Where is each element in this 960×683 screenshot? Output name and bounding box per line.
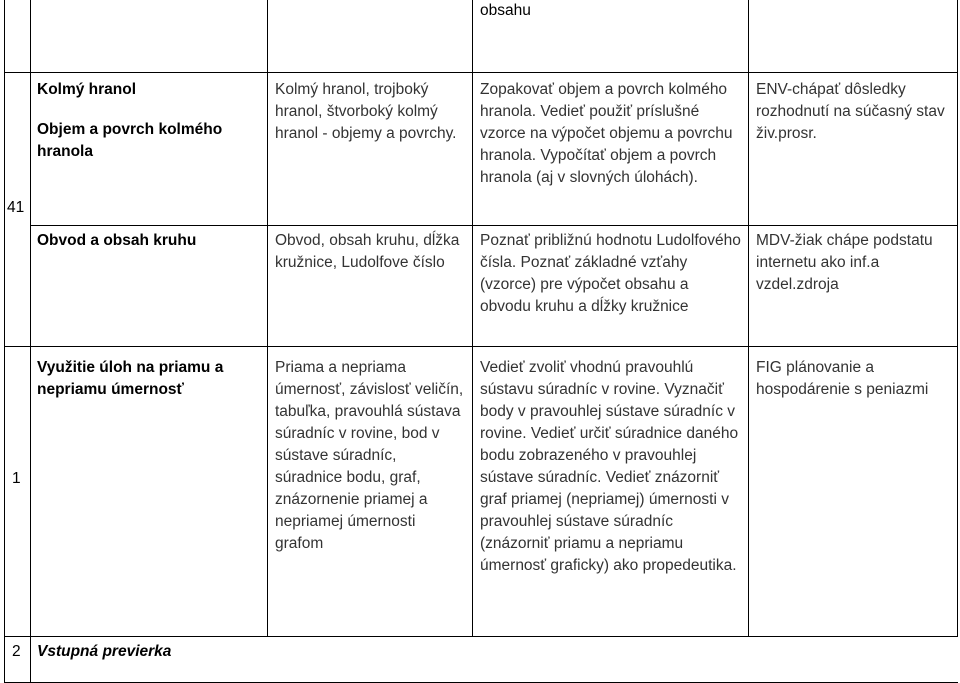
row-divider-1 <box>4 72 958 73</box>
goals-cell: Poznať približnú hodnotu Ludolfového čísla. Poznať základné vzťahy (vzorce) pre výpočet obsahu a obvodu kruhu a dĺžky kružnice <box>480 232 741 315</box>
topic-cell: Kolmý hranol <box>37 81 137 98</box>
goals-cell: Zopakovať objem a povrch kolmého hranola. Vedieť použiť príslušné vzorce na výpočet objemu a povrchu hranola. Vypočítať objem a povrch hranola (aj v slovných úlohách). <box>480 81 733 186</box>
goals-cell: Vedieť zvoliť vhodnú pravouhlú sústavu súradníc v rovine. Vyznačiť body v pravouhlej sústave súradníc v rovine. Vedieť určiť súradnice daného bodu zobrazeného v pravouhlej sústave súradníc. Vedieť znázorniť graf priamej (nepriamej) úmernosti v pravouhlej sústave súradníc (znázorniť priamu a nepriamu úmernosť graficky) ako propedeutika. <box>480 359 739 574</box>
crosscut-cell: MDV-žiak chápe podstatu internetu ako inf.a vzdel.zdroja <box>756 232 933 293</box>
content-cell: Priama a nepriama úmernosť, závislosť veličín, tabuľka, pravouhlá sústava súradníc v rovine, bod v sústave súradníc, súradnice bodu, graf, znázornenie priamej a nepriamej úmernosti grafom <box>275 359 464 552</box>
content-cell: Kolmý hranol, trojboký hranol, štvorboký kolmý hranol - objemy a povrchy. <box>275 81 457 142</box>
row-divider-4 <box>4 636 958 637</box>
column-divider-2 <box>267 0 268 636</box>
content-cell: Obvod, obsah kruhu, dĺžka kružnice, Ludolfove číslo <box>275 232 460 271</box>
column-divider-1 <box>30 0 31 683</box>
crosscut-cell: ENV-chápať dôsledky rozhodnutí na súčasný stav živ.prosr. <box>756 81 945 142</box>
topic-cell: Obvod a obsah kruhu <box>37 232 197 249</box>
lesson-number: 1 <box>12 470 21 487</box>
table-border-left <box>4 0 5 683</box>
crosscut-cell: FIG plánovanie a hospodárenie s peniazmi <box>756 359 929 398</box>
table-border-right <box>957 0 958 636</box>
row-divider-2 <box>30 225 958 226</box>
lesson-number: 2 <box>12 643 21 660</box>
subtopic-cell: Objem a povrch kolmého hranola <box>37 121 223 160</box>
row-divider-3 <box>4 346 958 347</box>
top-row-goals-cell: obsahu <box>480 2 531 19</box>
topic-cell: Využitie úloh na priamu a nepriamu úmernosť <box>37 359 224 398</box>
column-divider-3 <box>472 0 473 636</box>
test-label: Vstupná previerka <box>37 643 172 660</box>
column-divider-4 <box>748 0 749 636</box>
lesson-number: 41 <box>7 199 25 216</box>
